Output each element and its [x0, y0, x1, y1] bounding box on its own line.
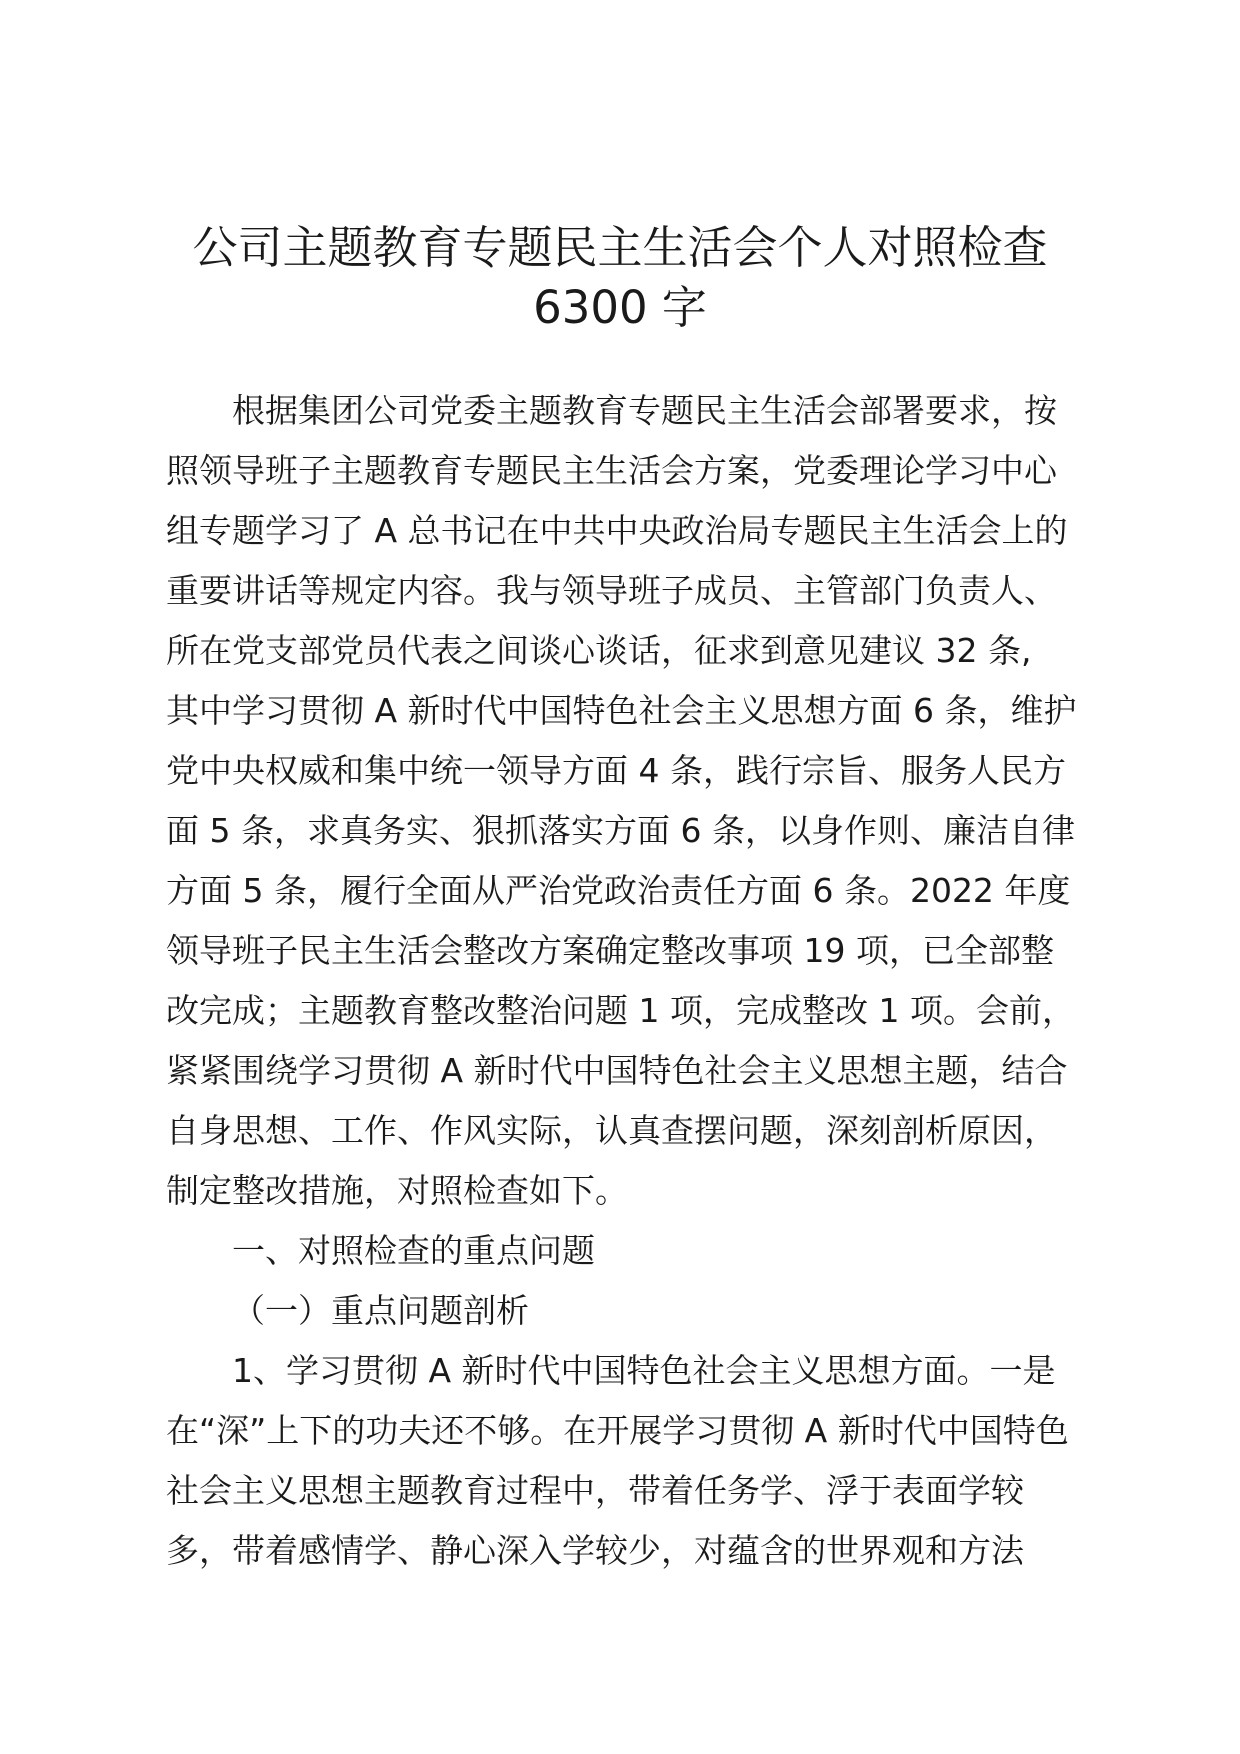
paragraph-line: 在“深”上下的功夫还不够。在开展学习贯彻 A 新时代中国特色 — [166, 1411, 1069, 1450]
paragraph-line: 其中学习贯彻 A 新时代中国特色社会主义思想方面 6 条，维护 — [166, 691, 1077, 730]
title-line-1: 公司主题教育专题民主生活会个人对照检查 — [192, 221, 1048, 274]
paragraph-line: 面 5 条，求真务实、狠抓落实方面 6 条，以身作则、廉洁自律 — [166, 811, 1075, 850]
document-title — [150, 218, 1090, 338]
paragraph-line: 社会主义思想主题教育过程中，带着任务学、浮于表面学较 — [166, 1471, 1024, 1510]
paragraph-line: 制定整改措施，对照检查如下。 — [166, 1171, 628, 1210]
paragraph-line: 重要讲话等规定内容。我与领导班子成员、主管部门负责人、 — [166, 571, 1057, 610]
paragraph-line: 改完成；主题教育整改整治问题 1 项，完成整改 1 项。会前， — [166, 991, 1075, 1030]
paragraph-line: 自身思想、工作、作风实际，认真查摆问题，深刻剖析原因， — [166, 1111, 1057, 1150]
paragraph-line: 党中央权威和集中统一领导方面 4 条，践行宗旨、服务人民方 — [166, 751, 1066, 790]
paragraph-line: 方面 5 条，履行全面从严治党政治责任方面 6 条。2022 年度 — [166, 871, 1071, 910]
title-line-2: 6300 字 — [533, 281, 707, 334]
paragraph-line: 领导班子民主生活会整改方案确定整改事项 19 项，已全部整 — [166, 931, 1054, 970]
document-body — [166, 381, 1077, 1581]
section-heading: 一、对照检查的重点问题 — [232, 1231, 595, 1270]
paragraph-line: 照领导班子主题教育专题民主生活会方案，党委理论学习中心 — [166, 451, 1057, 490]
paragraph-line: 紧紧围绕学习贯彻 A 新时代中国特色社会主义思想主题，结合 — [166, 1051, 1068, 1090]
paragraph-line: 根据集团公司党委主题教育专题民主生活会部署要求，按 — [232, 391, 1057, 430]
subsection-heading: （一）重点问题剖析 — [232, 1291, 529, 1330]
paragraph-line: 多，带着感情学、静心深入学较少，对蕴含的世界观和方法 — [166, 1531, 1024, 1570]
paragraph-line: 所在党支部党员代表之间谈心谈话，征求到意见建议 32 条, — [166, 631, 1032, 670]
paragraph-line: 组专题学习了 A 总书记在中共中央政治局专题民主生活会上的 — [166, 511, 1068, 550]
paragraph-line: 1、学习贯彻 A 新时代中国特色社会主义思想方面。一是 — [232, 1351, 1056, 1390]
